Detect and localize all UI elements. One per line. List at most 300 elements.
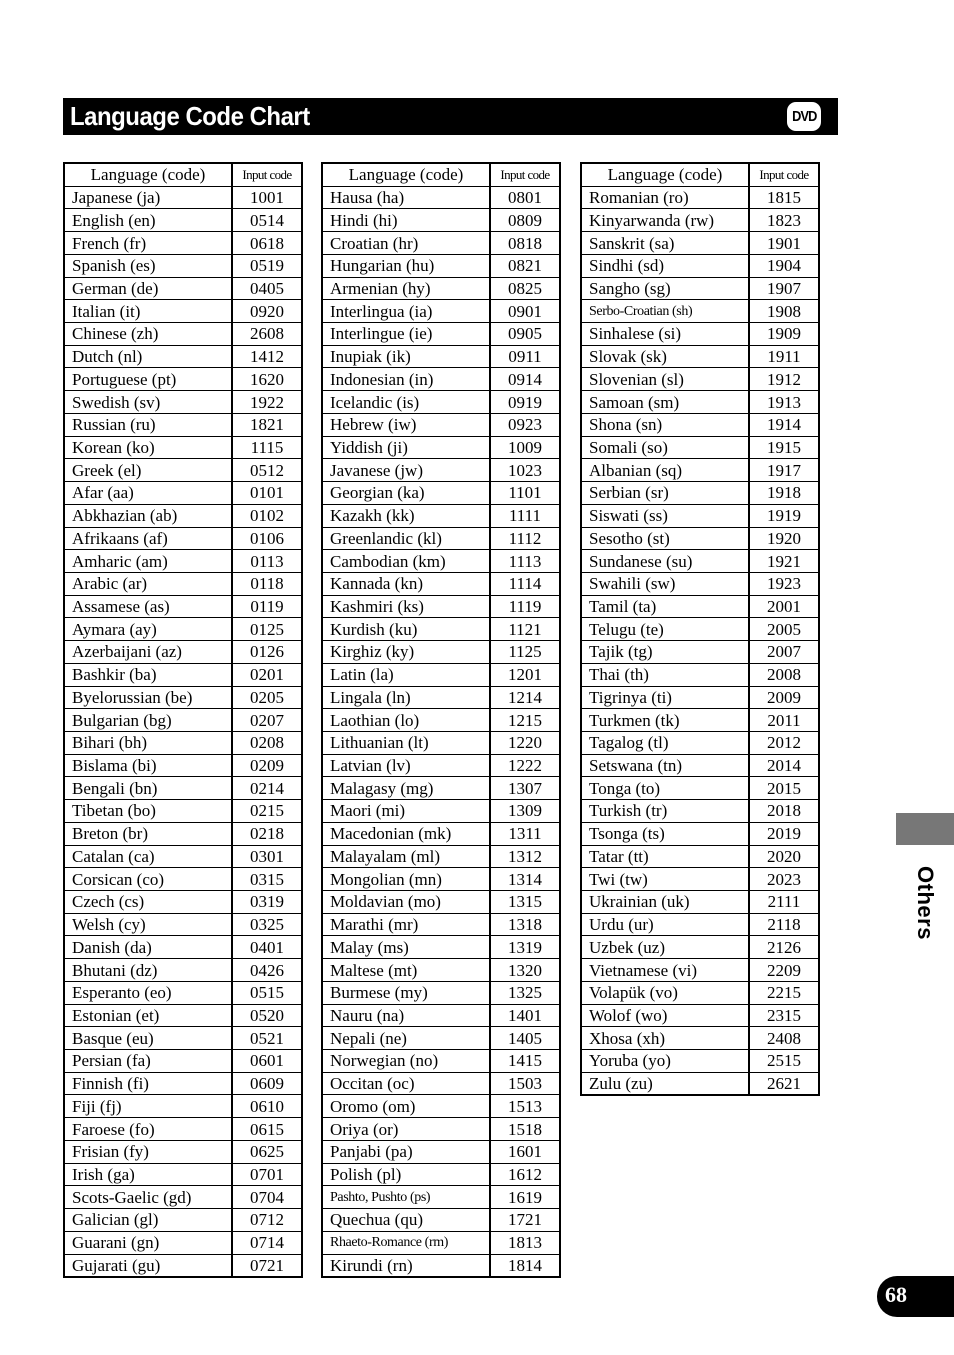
language-name: Polish (pl) xyxy=(322,1163,490,1186)
table-row xyxy=(581,709,819,732)
input-code: 0625 xyxy=(232,1140,302,1163)
language-name: Tigrinya (ti) xyxy=(581,686,749,709)
language-name: Icelandic (is) xyxy=(322,391,490,414)
table-row xyxy=(64,1027,302,1050)
input-code: 2001 xyxy=(749,595,819,618)
language-name: Sangho (sg) xyxy=(581,277,749,300)
input-code: 2608 xyxy=(232,323,302,346)
input-code: 1619 xyxy=(490,1186,560,1209)
language-name: Spanish (es) xyxy=(64,254,232,277)
input-code: 0405 xyxy=(232,277,302,300)
language-name: Catalan (ca) xyxy=(64,845,232,868)
input-code: 1318 xyxy=(490,913,560,936)
language-name: Sundanese (su) xyxy=(581,550,749,573)
input-code: 0214 xyxy=(232,777,302,800)
header-input-code: Input code xyxy=(232,163,302,186)
language-name: Maori (mi) xyxy=(322,800,490,823)
input-code: 1114 xyxy=(490,572,560,595)
language-name: Albanian (sq) xyxy=(581,459,749,482)
header-input-code: Input code xyxy=(749,163,819,186)
input-code: 0704 xyxy=(232,1186,302,1209)
input-code: 1405 xyxy=(490,1027,560,1050)
language-name: Russian (ru) xyxy=(64,413,232,436)
table-row xyxy=(64,709,302,732)
table-row xyxy=(64,618,302,641)
table-row xyxy=(64,845,302,868)
input-code: 2209 xyxy=(749,959,819,982)
table-row xyxy=(322,436,560,459)
language-name: Swedish (sv) xyxy=(64,391,232,414)
language-name: Tajik (tg) xyxy=(581,641,749,664)
language-name: Bengali (bn) xyxy=(64,777,232,800)
section-tab-label: Others xyxy=(913,866,938,940)
language-name: Sindhi (sd) xyxy=(581,254,749,277)
input-code: 0520 xyxy=(232,1004,302,1027)
language-name: Tatar (tt) xyxy=(581,845,749,868)
language-name: Quechua (qu) xyxy=(322,1209,490,1232)
input-code: 1001 xyxy=(232,186,302,209)
table-row xyxy=(581,1027,819,1050)
table-row xyxy=(581,482,819,505)
table-row xyxy=(322,368,560,391)
language-name: German (de) xyxy=(64,277,232,300)
input-code: 0215 xyxy=(232,800,302,823)
table-row xyxy=(581,368,819,391)
table-row xyxy=(322,345,560,368)
input-code: 1401 xyxy=(490,1004,560,1027)
language-name: Sanskrit (sa) xyxy=(581,232,749,255)
input-code: 1721 xyxy=(490,1209,560,1232)
language-name: Gujarati (gu) xyxy=(64,1254,232,1277)
input-code: 1214 xyxy=(490,686,560,709)
language-name: Laothian (lo) xyxy=(322,709,490,732)
input-code: 1920 xyxy=(749,527,819,550)
input-code: 2018 xyxy=(749,800,819,823)
input-code: 0920 xyxy=(232,300,302,323)
table-row xyxy=(64,891,302,914)
dvd-badge-icon xyxy=(787,102,821,131)
input-code: 0519 xyxy=(232,254,302,277)
table-row xyxy=(581,345,819,368)
language-name: Tibetan (bo) xyxy=(64,800,232,823)
input-code: 1907 xyxy=(749,277,819,300)
language-name: Latvian (lv) xyxy=(322,754,490,777)
input-code: 0125 xyxy=(232,618,302,641)
table-row xyxy=(581,595,819,618)
language-name: Serbian (sr) xyxy=(581,482,749,505)
language-name: Hungarian (hu) xyxy=(322,254,490,277)
language-name: Kinyarwanda (rw) xyxy=(581,209,749,232)
language-name: Tonga (to) xyxy=(581,777,749,800)
language-name: Romanian (ro) xyxy=(581,186,749,209)
input-code: 1201 xyxy=(490,663,560,686)
page-number: 68 xyxy=(885,1282,907,1307)
language-name: Irish (ga) xyxy=(64,1163,232,1186)
table-row xyxy=(64,800,302,823)
language-name: Vietnamese (vi) xyxy=(581,959,749,982)
table-row xyxy=(581,845,819,868)
language-name: Thai (th) xyxy=(581,663,749,686)
language-name: Azerbaijani (az) xyxy=(64,641,232,664)
language-name: Welsh (cy) xyxy=(64,913,232,936)
language-table-1 xyxy=(63,162,303,1278)
input-code: 0315 xyxy=(232,868,302,891)
language-name: Scots-Gaelic (gd) xyxy=(64,1186,232,1209)
language-name: Hebrew (iw) xyxy=(322,413,490,436)
language-name: Slovenian (sl) xyxy=(581,368,749,391)
table-row xyxy=(322,845,560,868)
input-code: 1909 xyxy=(749,323,819,346)
language-name: Tsonga (ts) xyxy=(581,822,749,845)
table-row xyxy=(64,345,302,368)
language-name: Afar (aa) xyxy=(64,482,232,505)
input-code: 0113 xyxy=(232,550,302,573)
input-code: 2126 xyxy=(749,936,819,959)
language-name: Yoruba (yo) xyxy=(581,1050,749,1073)
language-name: Czech (cs) xyxy=(64,891,232,914)
table-row xyxy=(322,254,560,277)
table-row xyxy=(322,323,560,346)
table-row xyxy=(581,1004,819,1027)
table-row xyxy=(322,300,560,323)
input-code: 0126 xyxy=(232,641,302,664)
input-code: 0209 xyxy=(232,754,302,777)
language-name: Galician (gl) xyxy=(64,1209,232,1232)
input-code: 2023 xyxy=(749,868,819,891)
table-row xyxy=(64,822,302,845)
language-name: Javanese (jw) xyxy=(322,459,490,482)
language-name: Bulgarian (bg) xyxy=(64,709,232,732)
input-code: 0825 xyxy=(490,277,560,300)
table-row xyxy=(322,459,560,482)
input-code: 1023 xyxy=(490,459,560,482)
table-row xyxy=(581,663,819,686)
table-row xyxy=(322,277,560,300)
table-row xyxy=(64,1050,302,1073)
table-row xyxy=(322,891,560,914)
table-row xyxy=(322,1095,560,1118)
table-row xyxy=(322,186,560,209)
language-name: Macedonian (mk) xyxy=(322,822,490,845)
language-name: Faroese (fo) xyxy=(64,1118,232,1141)
language-name: Cambodian (km) xyxy=(322,550,490,573)
title-bar xyxy=(63,98,838,135)
table-row xyxy=(322,731,560,754)
input-code: 1115 xyxy=(232,436,302,459)
input-code: 1309 xyxy=(490,800,560,823)
input-code: 1912 xyxy=(749,368,819,391)
language-name: Xhosa (xh) xyxy=(581,1027,749,1050)
language-name: Aymara (ay) xyxy=(64,618,232,641)
language-name: Somali (so) xyxy=(581,436,749,459)
table-row xyxy=(322,1186,560,1209)
table-row xyxy=(64,981,302,1004)
table-row xyxy=(581,391,819,414)
table-row xyxy=(581,300,819,323)
table-row xyxy=(581,186,819,209)
language-name: Tamil (ta) xyxy=(581,595,749,618)
header-input-code: Input code xyxy=(490,163,560,186)
input-code: 0901 xyxy=(490,300,560,323)
input-code: 0208 xyxy=(232,731,302,754)
table-row xyxy=(64,1004,302,1027)
table-row xyxy=(581,413,819,436)
table-row xyxy=(322,413,560,436)
table-row xyxy=(581,232,819,255)
table-row xyxy=(64,595,302,618)
table-row xyxy=(581,754,819,777)
input-code: 0818 xyxy=(490,232,560,255)
language-name: Moldavian (mo) xyxy=(322,891,490,914)
table-row xyxy=(322,868,560,891)
language-table-3 xyxy=(580,162,820,1096)
table-row xyxy=(581,800,819,823)
language-name: Kirundi (rn) xyxy=(322,1254,490,1277)
language-name: Korean (ko) xyxy=(64,436,232,459)
input-code: 0701 xyxy=(232,1163,302,1186)
input-code: 2014 xyxy=(749,754,819,777)
input-code: 1601 xyxy=(490,1140,560,1163)
input-code: 1415 xyxy=(490,1050,560,1073)
table-row xyxy=(322,913,560,936)
table-row xyxy=(581,1072,819,1095)
language-name: Malay (ms) xyxy=(322,936,490,959)
table-row xyxy=(64,868,302,891)
table-row xyxy=(64,504,302,527)
input-code: 0118 xyxy=(232,572,302,595)
input-code: 1911 xyxy=(749,345,819,368)
input-code: 1612 xyxy=(490,1163,560,1186)
language-name: Slovak (sk) xyxy=(581,345,749,368)
table-row xyxy=(581,459,819,482)
input-code: 2118 xyxy=(749,913,819,936)
input-code: 1311 xyxy=(490,822,560,845)
table-row xyxy=(64,1140,302,1163)
table-row xyxy=(322,686,560,709)
table-row xyxy=(64,413,302,436)
language-name: Kurdish (ku) xyxy=(322,618,490,641)
input-code: 1121 xyxy=(490,618,560,641)
language-name: Volapük (vo) xyxy=(581,981,749,1004)
language-name: English (en) xyxy=(64,209,232,232)
table-row xyxy=(322,550,560,573)
language-table-2 xyxy=(321,162,561,1278)
table-row xyxy=(322,391,560,414)
input-code: 0919 xyxy=(490,391,560,414)
language-name: Malagasy (mg) xyxy=(322,777,490,800)
input-code: 0106 xyxy=(232,527,302,550)
table-row xyxy=(581,550,819,573)
language-name: Latin (la) xyxy=(322,663,490,686)
table-row xyxy=(322,1004,560,1027)
language-name: Turkish (tr) xyxy=(581,800,749,823)
language-name: Croatian (hr) xyxy=(322,232,490,255)
language-name: Armenian (hy) xyxy=(322,277,490,300)
table-row xyxy=(322,663,560,686)
table-row xyxy=(581,936,819,959)
language-name: Hausa (ha) xyxy=(322,186,490,209)
table-row xyxy=(322,595,560,618)
input-code: 1307 xyxy=(490,777,560,800)
table-row xyxy=(64,936,302,959)
input-code: 2111 xyxy=(749,891,819,914)
table-row xyxy=(64,754,302,777)
input-code: 0102 xyxy=(232,504,302,527)
input-code: 2621 xyxy=(749,1072,819,1095)
table-row xyxy=(64,1163,302,1186)
input-code: 1919 xyxy=(749,504,819,527)
language-name: Kashmiri (ks) xyxy=(322,595,490,618)
table-row xyxy=(64,1118,302,1141)
input-code: 2011 xyxy=(749,709,819,732)
language-name: Marathi (mr) xyxy=(322,913,490,936)
language-name: Kazakh (kk) xyxy=(322,504,490,527)
language-name: Afrikaans (af) xyxy=(64,527,232,550)
table-row xyxy=(322,527,560,550)
input-code: 0809 xyxy=(490,209,560,232)
language-name: Abkhazian (ab) xyxy=(64,504,232,527)
table-row xyxy=(64,1231,302,1254)
language-name: Basque (eu) xyxy=(64,1027,232,1050)
table-row xyxy=(581,981,819,1004)
input-code: 0905 xyxy=(490,323,560,346)
language-name: Uzbek (uz) xyxy=(581,936,749,959)
table-row xyxy=(322,1209,560,1232)
table-row xyxy=(64,459,302,482)
input-code: 1112 xyxy=(490,527,560,550)
language-name: Guarani (gn) xyxy=(64,1231,232,1254)
table-row xyxy=(581,572,819,595)
table-row xyxy=(322,1072,560,1095)
table-row xyxy=(64,1072,302,1095)
input-code: 1921 xyxy=(749,550,819,573)
input-code: 1901 xyxy=(749,232,819,255)
table-row xyxy=(64,572,302,595)
table-row xyxy=(322,1254,560,1277)
language-name: Zulu (zu) xyxy=(581,1072,749,1095)
language-name: Nepali (ne) xyxy=(322,1027,490,1050)
table-row xyxy=(322,232,560,255)
input-code: 0714 xyxy=(232,1231,302,1254)
input-code: 2315 xyxy=(749,1004,819,1027)
language-name: Portuguese (pt) xyxy=(64,368,232,391)
table-row xyxy=(64,323,302,346)
input-code: 1513 xyxy=(490,1095,560,1118)
table-row xyxy=(322,981,560,1004)
language-name: Rhaeto-Romance (rm) xyxy=(322,1231,490,1254)
input-code: 0821 xyxy=(490,254,560,277)
language-name: Corsican (co) xyxy=(64,868,232,891)
input-code: 0426 xyxy=(232,959,302,982)
input-code: 2005 xyxy=(749,618,819,641)
table-row xyxy=(64,232,302,255)
table-row xyxy=(581,641,819,664)
language-name: Greek (el) xyxy=(64,459,232,482)
table-row xyxy=(64,1254,302,1277)
input-code: 0615 xyxy=(232,1118,302,1141)
input-code: 0205 xyxy=(232,686,302,709)
language-name: Siswati (ss) xyxy=(581,504,749,527)
table-row xyxy=(64,391,302,414)
input-code: 2408 xyxy=(749,1027,819,1050)
input-code: 1922 xyxy=(232,391,302,414)
language-name: Serbo-Croatian (sh) xyxy=(581,300,749,323)
language-name: Urdu (ur) xyxy=(581,913,749,936)
language-name: Burmese (my) xyxy=(322,981,490,1004)
input-code: 1314 xyxy=(490,868,560,891)
input-code: 0401 xyxy=(232,936,302,959)
table-row xyxy=(64,254,302,277)
table-row xyxy=(322,1050,560,1073)
language-name: Inupiak (ik) xyxy=(322,345,490,368)
language-name: Amharic (am) xyxy=(64,550,232,573)
input-code: 1518 xyxy=(490,1118,560,1141)
language-name: Bashkir (ba) xyxy=(64,663,232,686)
table-row xyxy=(581,891,819,914)
table-row xyxy=(322,959,560,982)
table-row xyxy=(322,800,560,823)
input-code: 0207 xyxy=(232,709,302,732)
input-code: 1823 xyxy=(749,209,819,232)
input-code: 1111 xyxy=(490,504,560,527)
input-code: 1813 xyxy=(490,1231,560,1254)
language-name: Lingala (ln) xyxy=(322,686,490,709)
language-name: Assamese (as) xyxy=(64,595,232,618)
input-code: 0712 xyxy=(232,1209,302,1232)
input-code: 1620 xyxy=(232,368,302,391)
input-code: 1913 xyxy=(749,391,819,414)
input-code: 1503 xyxy=(490,1072,560,1095)
language-name: Breton (br) xyxy=(64,822,232,845)
table-row xyxy=(581,868,819,891)
language-name: Indonesian (in) xyxy=(322,368,490,391)
input-code: 1915 xyxy=(749,436,819,459)
page-title: Language Code Chart xyxy=(70,101,310,131)
language-name: Byelorussian (be) xyxy=(64,686,232,709)
header-language: Language (code) xyxy=(64,163,232,186)
table-header-row xyxy=(322,163,560,186)
input-code: 0218 xyxy=(232,822,302,845)
language-name: Panjabi (pa) xyxy=(322,1140,490,1163)
section-tab-marker xyxy=(896,813,954,845)
table-row xyxy=(581,686,819,709)
input-code: 0119 xyxy=(232,595,302,618)
language-name: Samoan (sm) xyxy=(581,391,749,414)
input-code: 1319 xyxy=(490,936,560,959)
input-code: 2008 xyxy=(749,663,819,686)
input-code: 1918 xyxy=(749,482,819,505)
input-code: 0521 xyxy=(232,1027,302,1050)
language-name: Twi (tw) xyxy=(581,868,749,891)
table-row xyxy=(581,323,819,346)
language-name: Kirghiz (ky) xyxy=(322,641,490,664)
input-code: 0325 xyxy=(232,913,302,936)
input-code: 2012 xyxy=(749,731,819,754)
table-row xyxy=(322,777,560,800)
input-code: 0101 xyxy=(232,482,302,505)
input-code: 0914 xyxy=(490,368,560,391)
input-code: 1914 xyxy=(749,413,819,436)
input-code: 0515 xyxy=(232,981,302,1004)
table-row xyxy=(322,504,560,527)
input-code: 0911 xyxy=(490,345,560,368)
table-row xyxy=(64,959,302,982)
table-row xyxy=(322,572,560,595)
table-row xyxy=(322,754,560,777)
table-row xyxy=(322,1231,560,1254)
language-name: Fiji (fj) xyxy=(64,1095,232,1118)
table-row xyxy=(64,1186,302,1209)
